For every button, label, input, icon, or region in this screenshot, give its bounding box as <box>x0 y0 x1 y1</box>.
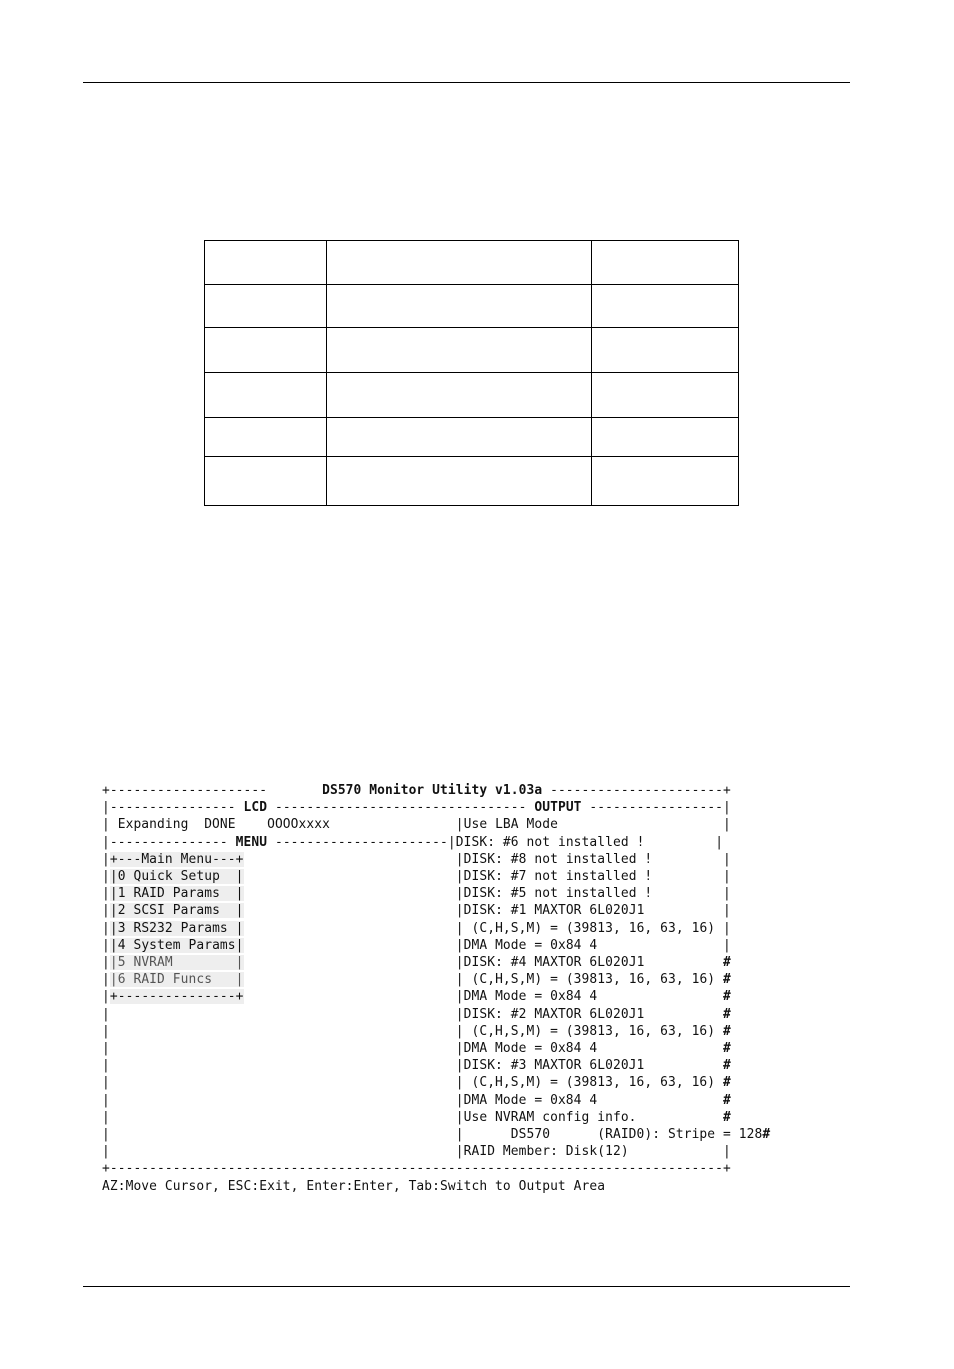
table-cell <box>327 457 592 506</box>
output-line: (C,H,S,M) = (39813, 16, 63, 16) <box>463 1023 724 1039</box>
scroll-marker: # <box>723 1075 731 1091</box>
lcd-label: LCD <box>243 800 268 816</box>
output-line: DISK: #7 not installed ! <box>463 869 724 885</box>
border: | <box>723 937 731 953</box>
table-row <box>205 241 739 285</box>
table-cell <box>327 373 592 418</box>
border: | <box>723 869 731 885</box>
output-line: DMA Mode = 0x84 4 <box>463 989 724 1005</box>
scroll-marker: # <box>762 1127 771 1143</box>
border: | <box>723 851 731 867</box>
table-row <box>205 418 739 457</box>
table-cell <box>205 285 327 328</box>
table-cell <box>327 241 592 285</box>
footer-rule <box>83 1286 850 1287</box>
help-line: AZ:Move Cursor, ESC:Exit, Enter:Enter, Tab:Switch to Output Area <box>102 1178 606 1194</box>
table-cell <box>592 418 739 457</box>
terminal-screenshot <box>96 779 836 1199</box>
lcd-status: | Expanding DONE OOOOxxxx <box>102 817 456 833</box>
table-row <box>205 328 739 373</box>
table-cell <box>327 285 592 328</box>
table-cell <box>592 241 739 285</box>
table-cell <box>592 373 739 418</box>
menu-item: |4 System Params| <box>109 937 244 953</box>
header-rule <box>83 82 850 83</box>
table-cell <box>205 418 327 457</box>
table-cell <box>592 457 739 506</box>
menu-item: |1 RAID Params | <box>109 886 244 902</box>
table-cell <box>205 373 327 418</box>
output-line: DMA Mode = 0x84 4 <box>463 1092 724 1108</box>
empty-table <box>204 240 739 506</box>
output-line: DISK: #8 not installed ! <box>463 851 724 867</box>
border: | <box>723 1144 731 1160</box>
scroll-marker: # <box>723 972 731 988</box>
border: | <box>723 903 731 919</box>
scroll-marker: # <box>723 1023 731 1039</box>
border: | <box>723 920 731 936</box>
border: | <box>723 817 731 833</box>
menu-item: |6 RAID Funcs | <box>109 972 244 988</box>
scroll-marker: # <box>723 1041 731 1057</box>
output-line: (C,H,S,M) = (39813, 16, 63, 16) <box>463 920 724 936</box>
table-cell <box>205 328 327 373</box>
scroll-marker: # <box>723 1006 731 1022</box>
output-line: DISK: #2 MAXTOR 6L020J1 <box>463 1006 724 1022</box>
output-line: DISK: #1 MAXTOR 6L020J1 <box>463 903 724 919</box>
output-line: (C,H,S,M) = (39813, 16, 63, 16) <box>463 1075 724 1091</box>
output-line: DISK: #5 not installed ! <box>463 886 724 902</box>
menu-item: |2 SCSI Params | <box>109 903 244 919</box>
table-cell <box>205 457 327 506</box>
output-label: OUTPUT <box>534 800 582 816</box>
table-row <box>205 285 739 328</box>
output-line: DISK: #3 MAXTOR 6L020J1 <box>463 1058 724 1074</box>
scroll-marker: # <box>723 1092 731 1108</box>
table-cell <box>327 328 592 373</box>
output-line: Use NVRAM config info. <box>463 1109 724 1125</box>
border: | <box>723 886 731 902</box>
table-row <box>205 373 739 418</box>
scroll-marker: # <box>723 1109 731 1125</box>
output-line: DMA Mode = 0x84 4 <box>463 1041 724 1057</box>
menu-item: |3 RS232 Params | <box>109 920 244 936</box>
terminal-text: +-------------------- DS570 Monitor Utility v1.03a ----------------------+ |---------------- LCD -------------------------------- OUTPUT -----------------| | Expanding DONE OOOOxxxx |Use LBA Mode | |--------------- MENU ----------------------|DISK: #6 not installed ! | |+---Main Menu---+ |DISK: #8 not installed ! | ||0 Quick Setup | |DISK: #7 not installed ! | ||1 RAID Params | |DISK: #5 not installed ! | ||2 SCSI Params | |DISK: #1 MAXTOR 6L020J1 | ||3 RS232 Params | | (C,H,S,M) = (39813, 16, 63, 16) | ||4 System Params| |DMA Mode = 0x84 4 | ||5 NVRAM | |DISK: #4 MAXTOR 6L020J1 # ||6 RAID Funcs | | (C,H,S,M) = (39813, 16, 63, 16) # |+---------------+ |DMA Mode = 0x84 4 # | |DISK: #2 MAXTOR 6L020J1 # | | (C,H,S,M) = (39813, 16, 63, 16) # | |DMA Mode = 0x84 4 # | |DISK: #3 MAXTOR 6L020J1 # | | (C,H,S,M) = (39813, 16, 63, 16) # | |DMA Mode = 0x84 4 # | |Use NVRAM config info. # | | DS570 (RAID0): Stripe = 128# | |RAID Member: Disk(12) | +------------------------------------------------------------------------------+ AZ:Move Cursor, ESC:Exit, Enter:Enter, Tab:Switch to Output Area <box>102 783 771 1194</box>
table-cell <box>592 285 739 328</box>
main-menu-border: +---------------+ <box>109 989 244 1005</box>
output-line: DISK: #4 MAXTOR 6L020J1 <box>463 955 724 971</box>
border: | <box>715 834 724 850</box>
table-row <box>205 457 739 506</box>
scroll-marker: # <box>723 955 731 971</box>
menu-item: |5 NVRAM | <box>109 955 244 971</box>
main-menu-title: +---Main Menu---+ <box>109 851 244 867</box>
output-line: DS570 (RAID0): Stripe = 128 <box>463 1127 763 1143</box>
scroll-marker: # <box>723 989 731 1005</box>
scroll-marker: # <box>723 1058 731 1074</box>
table-cell <box>205 241 327 285</box>
menu-label: MENU <box>235 834 268 850</box>
output-line: RAID Member: Disk(12) <box>463 1144 724 1160</box>
output-line: DISK: #6 not installed ! <box>455 834 716 850</box>
table-cell <box>592 328 739 373</box>
output-line: DMA Mode = 0x84 4 <box>463 937 724 953</box>
table-cell <box>327 418 592 457</box>
window-title: DS570 Monitor Utility v1.03a <box>267 783 551 798</box>
output-line: (C,H,S,M) = (39813, 16, 63, 16) <box>463 972 724 988</box>
menu-item: |0 Quick Setup | <box>109 869 244 885</box>
output-line: Use LBA Mode <box>463 817 724 833</box>
